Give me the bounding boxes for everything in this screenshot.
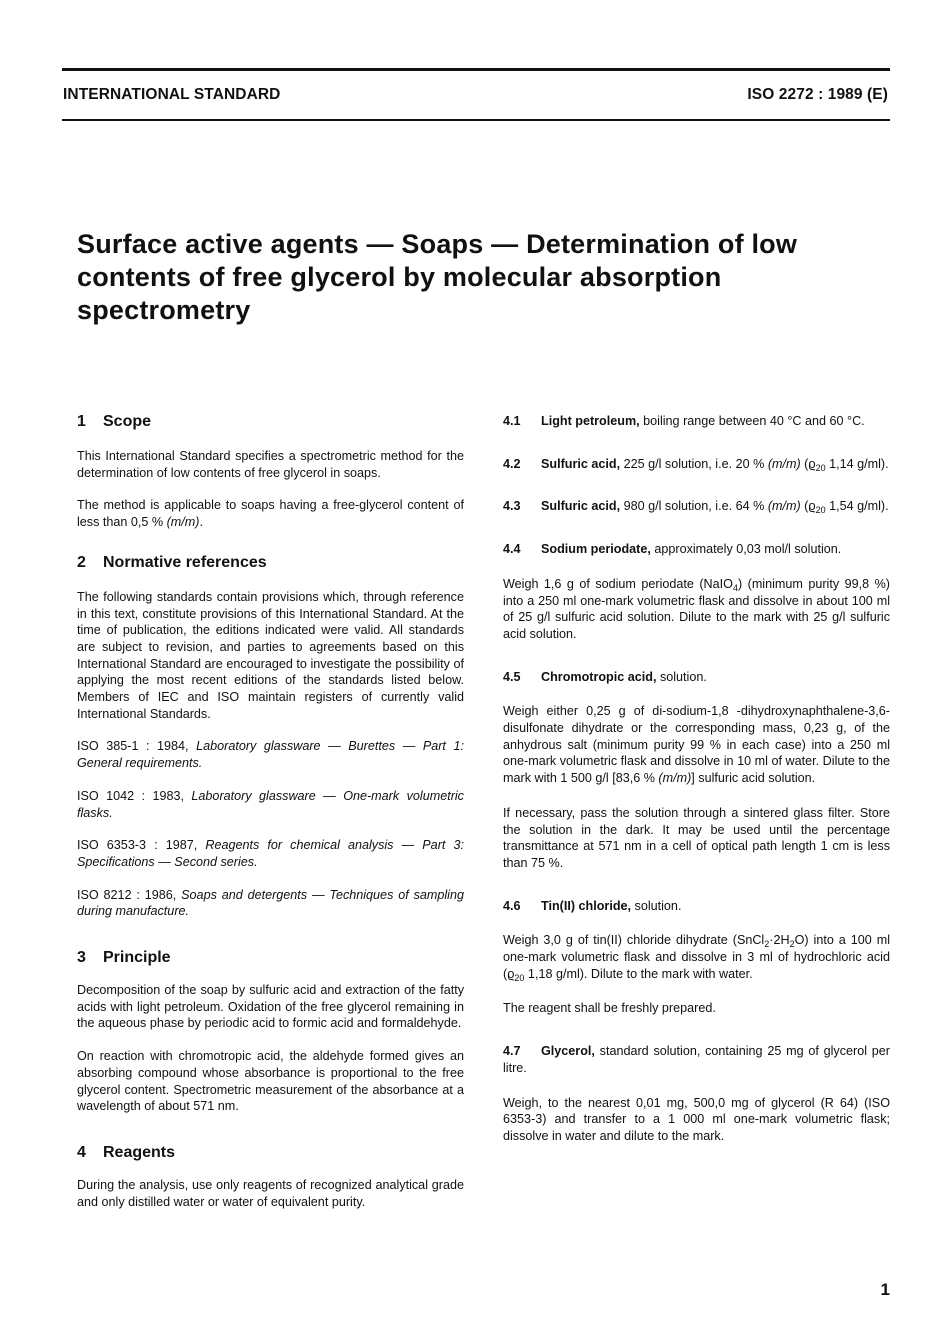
right-column bbox=[503, 413, 890, 1145]
principle-paragraph: Decomposition of the soap by sulfuric acid and extraction of the fatty acids with light petroleum. Oxidation of the free glycerol remaining in the aqueous phase by periodic acid to formic acid and formaldehyde. bbox=[77, 983, 464, 1031]
reagent-4-5-note: If necessary, pass the solution through a sintered glass filter. Store the solution in the dark. It may be used until the percentage transmittance at 571 nm in a cell of optical path length 1 cm is less than 75 %. bbox=[503, 805, 890, 870]
scope-paragraph: This International Standard specifies a spectrometric method for the determination of low contents of free glycerol in soaps. bbox=[77, 449, 464, 480]
document-title: Surface active agents — Soaps — Determination of low contents of free glycerol by molecular absorption spectrometry bbox=[77, 229, 798, 325]
header-document-type: INTERNATIONAL STANDARD bbox=[63, 86, 281, 103]
section-reagents bbox=[77, 1143, 464, 1210]
reagent-4-7-procedure: Weigh, to the nearest 0,01 mg, 500,0 mg of glycerol (R 64) (ISO 6353-3) and transfer to a 1 000 ml one-mark volumetric flask; dissolve in water and dilute to the mark. bbox=[503, 1095, 890, 1143]
section-heading: 3 Principle bbox=[77, 949, 171, 967]
scope-paragraph: The method is applicable to soaps having a free-glycerol content of less than 0,5 % (m/m). bbox=[77, 498, 464, 530]
reagent-4-4: 4.4 Sodium periodate, approximately 0,03 mol/l solution. bbox=[503, 542, 842, 557]
section-principle bbox=[77, 948, 464, 1115]
reference-item: ISO 385-1 : 1984, Laboratory glassware — Burettes — Part 1: General requirements. bbox=[77, 739, 464, 771]
reagent-4-2: 4.2 Sulfuric acid, 225 g/l solution, i.e. 20 % (m/m) ($ϱ_{20}$ 1,14 g/ml). bbox=[503, 456, 889, 473]
header-rule-bottom bbox=[62, 119, 890, 121]
reagent-4-6-note: The reagent shall be freshly prepared. bbox=[503, 1001, 716, 1016]
reagent-4-6-procedure: Weigh 3,0 g of tin(II) chloride dihydrate $(SnCl_2\cdot 2H_2O)$ into a 100 ml one-mark volumetric flask and dissolve in 3 ml of hydrochloric acid ($ϱ_{20}$ 1,18 g/ml). Dilute to the mark with water. bbox=[503, 933, 890, 983]
page-number: 1 bbox=[880, 1280, 890, 1299]
section-heading: 2 Normative references bbox=[77, 553, 267, 571]
reference-item: ISO 8212 : 1986, Soaps and detergents — Techniques of sampling during manufacture. bbox=[77, 887, 464, 919]
section-heading: 4 Reagents bbox=[77, 1143, 176, 1161]
left-column bbox=[77, 412, 464, 1210]
header-rule-top bbox=[62, 68, 890, 71]
reagent-4-6: 4.6 Tin(II) chloride, solution. bbox=[503, 898, 682, 913]
reagents-intro: During the analysis, use only reagents of recognized analytical grade and only distilled water or water of equivalent purity. bbox=[77, 1177, 464, 1209]
section-normative-references bbox=[77, 553, 464, 920]
reagent-4-5-procedure: Weigh either 0,25 g of di-sodium-1,8 -dihydroxynaphthalene-3,6-disulfonate dihydrate or the corresponding mass, 0,23 g, of the anhydrous salt (minimum purity 99 % in each case) into a 250 ml one-mark volumetric flask and dissolve in 10 ml of water. Dilute to the mark with 1 500 g/l [83,6 % (m/m)] sulfuric acid solution. bbox=[503, 704, 890, 786]
reference-item: ISO 1042 : 1983, Laboratory glassware — One-mark volumetric flasks. bbox=[77, 788, 464, 820]
section-heading: 1 Scope bbox=[77, 413, 152, 430]
normative-intro: The following standards contain provisions which, through reference in this text, constitute provisions of this International Standard. At the time of publication, the editions indicated were valid. All standards are subject to revision, and parties to agreements based on this International Standard are encouraged to investigate the possibility of applying the most recent editions of the standards listed below. Members of IEC and ISO maintain registers of currently valid International Standards. bbox=[77, 589, 464, 721]
reagent-4-5: 4.5 Chromotropic acid, solution. bbox=[503, 669, 707, 684]
section-scope bbox=[77, 412, 464, 531]
reagent-4-1: 4.1 Light petroleum, boiling range between 40 °C and 60 °C. bbox=[503, 414, 865, 428]
reference-item: ISO 6353-3 : 1987, Reagents for chemical analysis — Part 3: Specifications — Second series. bbox=[77, 838, 464, 869]
principle-paragraph: On reaction with chromotropic acid, the aldehyde formed gives an absorbing compound whose absorbance is proportional to the free glycerol content. Spectrometric measurement of the absorbance at a wavelength of about 571 nm. bbox=[77, 1049, 464, 1114]
reagent-4-7: 4.7 Glycerol, standard solution, containing 25 mg of glycerol per litre. bbox=[503, 1044, 890, 1075]
header-standard-number: ISO 2272 : 1989 (E) bbox=[747, 86, 888, 103]
reagent-4-4-procedure: Weigh 1,6 g of sodium periodate (NaIO$_4$) (minimum purity 99,8 %) into a 250 ml one-mark volumetric flask and dissolve in about 100 ml of 25 g/l sulfuric acid solution. Dilute to the mark with 25 g/l sulfuric acid solution. bbox=[503, 576, 890, 641]
reagent-4-3: 4.3 Sulfuric acid, 980 g/l solution, i.e. 64 % (m/m) ($ϱ_{20}$ 1,54 g/ml). bbox=[503, 499, 889, 516]
